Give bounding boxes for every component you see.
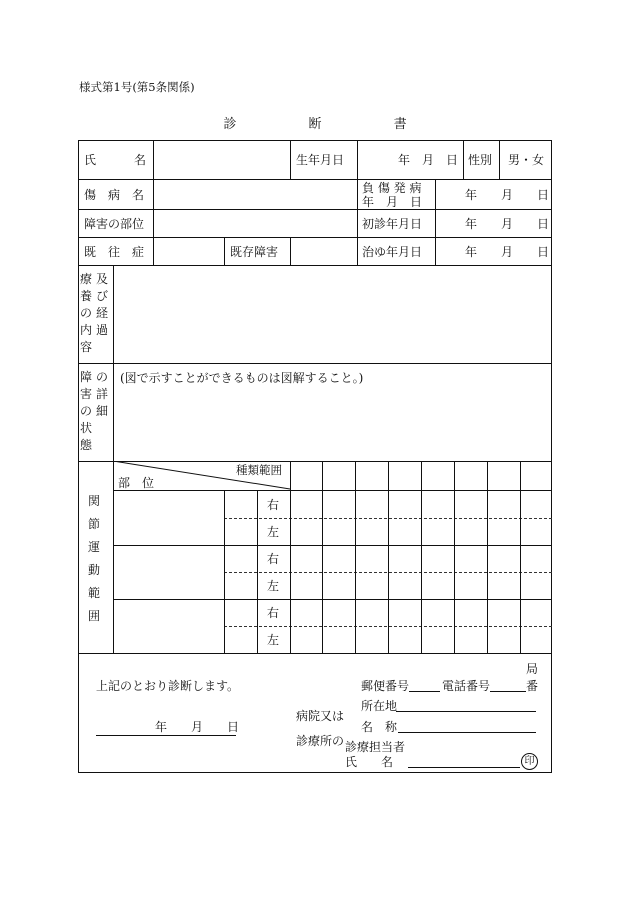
injury-date-value: 年 月 日	[465, 188, 550, 202]
site-label: 障害の部位	[84, 217, 145, 231]
detail-label-col1: 障害の状態	[79, 370, 92, 452]
cure-date-label: 治ゆ年月日	[362, 245, 423, 259]
title-char: 書	[393, 117, 407, 132]
rom-col-line	[388, 461, 389, 653]
treatment-label-col2: 及び経過	[95, 272, 108, 337]
col-divider	[463, 140, 464, 180]
org-name-label: 名 称	[361, 720, 398, 734]
address-label: 所在地	[361, 699, 398, 713]
postal-underline	[409, 691, 440, 692]
detail-note: (図で示すことができるものは図解すること。)	[120, 371, 364, 385]
detail-label-col2: の詳細	[95, 370, 108, 418]
col-divider	[499, 140, 500, 180]
row-divider	[78, 265, 552, 266]
rom-side-left: 左	[267, 633, 280, 647]
rom-col-line	[487, 461, 488, 653]
date-underline	[96, 735, 236, 736]
row-divider	[78, 363, 552, 364]
row-divider	[78, 653, 552, 654]
rom-col-line	[322, 461, 323, 653]
postal-label: 郵便番号	[361, 679, 410, 693]
rom-col-line	[257, 490, 258, 653]
col-divider	[153, 140, 154, 265]
injury-date-label: 負 傷 発 病	[362, 181, 422, 195]
col-divider	[357, 140, 358, 265]
col-divider	[290, 140, 291, 180]
rom-col-line	[421, 461, 422, 653]
label-divider	[113, 265, 114, 461]
rom-header-site: 部 位	[118, 476, 155, 490]
rom-side-right: 右	[267, 606, 280, 620]
treatment-label-col1: 療養の内容	[79, 272, 92, 354]
doctor-label: 診療担当者	[345, 740, 406, 754]
rom-side-left: 左	[267, 579, 280, 593]
ban-label: 番	[526, 679, 539, 693]
hospital-label: 診療所の	[296, 734, 345, 748]
row-divider	[78, 209, 552, 210]
row-divider	[78, 179, 552, 180]
document-title	[78, 118, 552, 132]
title-char: 診	[223, 117, 237, 132]
rom-col-line	[520, 461, 521, 653]
rom-side-right: 右	[267, 552, 280, 566]
rom-col-line	[454, 461, 455, 653]
rom-col-line	[355, 461, 356, 653]
kyoku-label: 局	[526, 662, 539, 676]
existing-disability-label: 既存障害	[230, 245, 279, 259]
phone-label: 電話番号	[442, 679, 491, 693]
rom-col-line	[224, 490, 225, 653]
col-divider	[435, 179, 436, 265]
seal-mark: 印	[521, 753, 538, 770]
hospital-label: 病院又は	[296, 709, 345, 723]
statement-text: 上記のとおり診断します。	[96, 679, 240, 693]
rom-side-right: 右	[267, 498, 280, 512]
birth-value: 年 月 日	[398, 153, 459, 167]
rom-side-left: 左	[267, 525, 280, 539]
name-label: 氏 名	[84, 153, 146, 167]
org-name-underline	[398, 732, 536, 733]
first-visit-value: 年 月 日	[465, 217, 550, 231]
sex-label: 性別	[468, 153, 493, 167]
address-underline	[396, 711, 536, 712]
rom-header-type: 種類範囲	[236, 463, 282, 477]
rom-label: 関 節 運 動 範 囲	[87, 494, 100, 623]
first-visit-label: 初診年月日	[362, 217, 423, 231]
cure-date-value: 年 月 日	[465, 245, 550, 259]
injury-date-label: 年 月 日	[362, 195, 423, 209]
rom-col-line	[290, 461, 291, 653]
col-divider	[224, 237, 225, 265]
history-label: 既 往 症	[84, 245, 145, 259]
issue-date: 年 月 日	[155, 720, 240, 734]
doctor-name-label: 氏 名	[345, 755, 394, 769]
title-char: 断	[308, 117, 322, 132]
form-number: 様式第1号(第5条関係)	[79, 80, 195, 94]
row-divider	[78, 237, 552, 238]
birth-label: 生年月日	[296, 153, 345, 167]
col-divider	[290, 237, 291, 265]
phone-underline	[490, 691, 526, 692]
sex-value: 男・女	[508, 153, 545, 167]
injury-label: 傷 病 名	[84, 188, 145, 202]
doctor-name-underline	[408, 767, 520, 768]
